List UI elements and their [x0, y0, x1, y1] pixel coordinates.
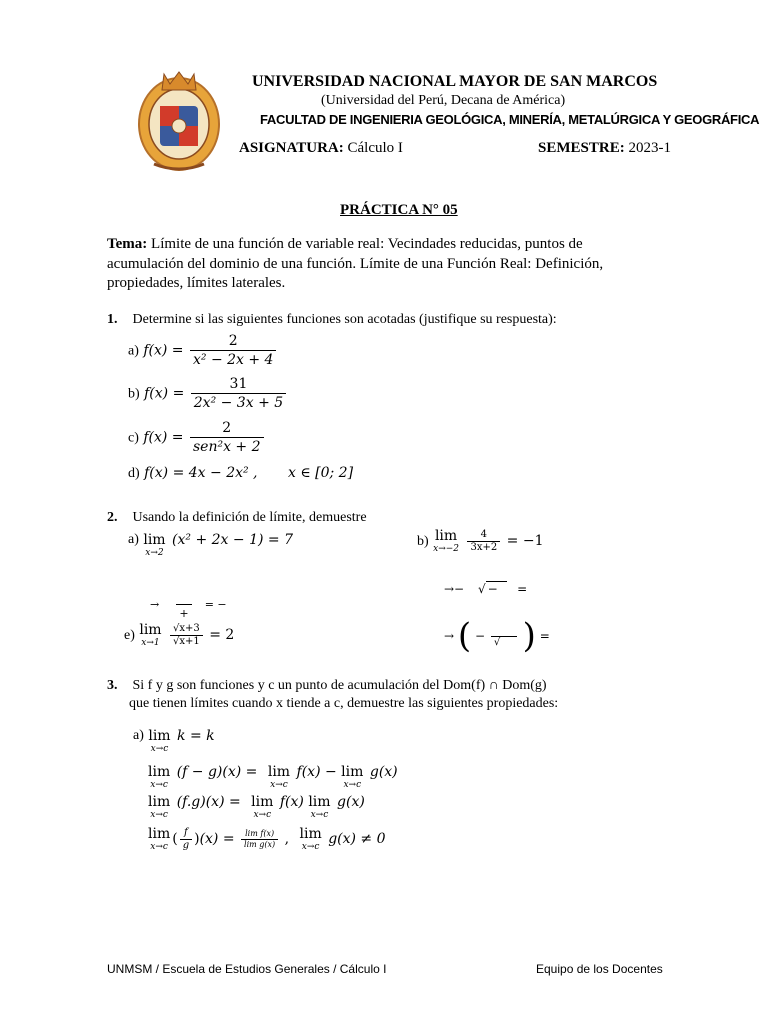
q2-number: 2.: [107, 510, 118, 525]
university-seal: [134, 68, 224, 174]
q3-property-1: a) lim x→c k = k: [133, 728, 215, 754]
q3-property-3: lim x→c (f.g)(x) = lim x→c f(x) lim x→c g(x): [148, 794, 365, 820]
q1-header: [107, 312, 557, 328]
q1-number: 1.: [107, 312, 118, 327]
q2-item-b: b) lim x→−2 $\frac{4}{3x+2}$ = −1: [417, 528, 544, 554]
subject-label: ASIGNATURA:: [239, 140, 344, 156]
q3-property-2: lim x→c (f − g)(x) = lim x→c f(x) − lim x→c g(x): [148, 764, 398, 790]
q3-number: 3.: [107, 678, 118, 693]
university-name: UNIVERSIDAD NACIONAL MAYOR DE SAN MARCOS: [252, 73, 658, 90]
q1-text: Determine si las siguientes funciones son acotadas (justifique su respuesta):: [132, 312, 557, 327]
q2-item-c: → + = −: [150, 586, 227, 623]
q2-item-a: a) lim x→2 (x² + 2x − 1) = 7: [128, 532, 293, 558]
faculty-name: FACULTAD DE INGENIERIA GEOLÓGICA, MINERÍA, METALÚRGICA Y GEOGRÁFICA: [260, 112, 760, 127]
q1-item-a: a) f(x) = $\frac{2}{\text{x² − 2x + 4}}$: [128, 332, 278, 369]
fraction: $\frac{2}{\text{x² − 2x + 4}}$: [190, 332, 276, 369]
subject-value: Cálculo I: [347, 140, 403, 156]
footer-left: UNMSM / Escuela de Estudios Generales / Cálculo I: [107, 962, 387, 976]
tema-text: Límite de una función de variable real: Vecindades reducidas, puntos de acumulación del dominio de una función. Límite de una Función Real: Definición, propiedades, límites laterales.: [107, 236, 604, 291]
q2-item-d: →− √ − =: [444, 582, 528, 596]
q3-line1: 3. Si f y g son funciones y c un punto de acumulación del Dom(f) ∩ Dom(g): [107, 678, 547, 693]
q1-item-c: c) f(x) = $\frac{2}{\text{sen²x + 2}}$: [128, 419, 266, 456]
semester-value: 2023-1: [628, 140, 671, 156]
q2-header: [107, 510, 367, 526]
page-title: PRÁCTICA N° 05: [340, 202, 458, 218]
fraction: $\frac{2}{\text{sen²x + 2}}$: [190, 419, 264, 456]
semester-line: [538, 140, 671, 157]
q2-item-f: → ( − √ ) =: [444, 616, 550, 656]
q1-item-b: b) f(x) = $\frac{31}{\text{2x² − 3x + 5}}$: [128, 375, 288, 412]
q2-text: Usando la definición de límite, demuestre: [132, 510, 367, 525]
q2-item-e: e) lim x→1 $\frac{√x+3}{√x+1}$ = 2: [124, 622, 235, 648]
footer-right: Equipo de los Docentes: [536, 962, 663, 976]
fraction: $\frac{31}{\text{2x² − 3x + 5}}$: [191, 375, 286, 412]
q3-property-4: lim x→c ( $\frac{f}{g}$ )(x) = $\frac{\text{lim f(x)}}{\text{lim g(x)}}$ , lim x→c g(x) ≠ 0: [148, 826, 386, 852]
subject-line: [239, 140, 403, 157]
tema-label: Tema:: [107, 236, 148, 252]
semester-label: SEMESTRE:: [538, 140, 625, 156]
q3-line2: que tienen límites cuando x tiende a c, demuestre las siguientes propiedades:: [129, 696, 559, 711]
q1-item-d: d) f(x) = 4x − 2x² , x ∈ [0; 2]: [128, 465, 354, 481]
tema-paragraph: [107, 235, 652, 294]
university-subtitle: (Universidad del Perú, Decana de América): [321, 93, 566, 108]
